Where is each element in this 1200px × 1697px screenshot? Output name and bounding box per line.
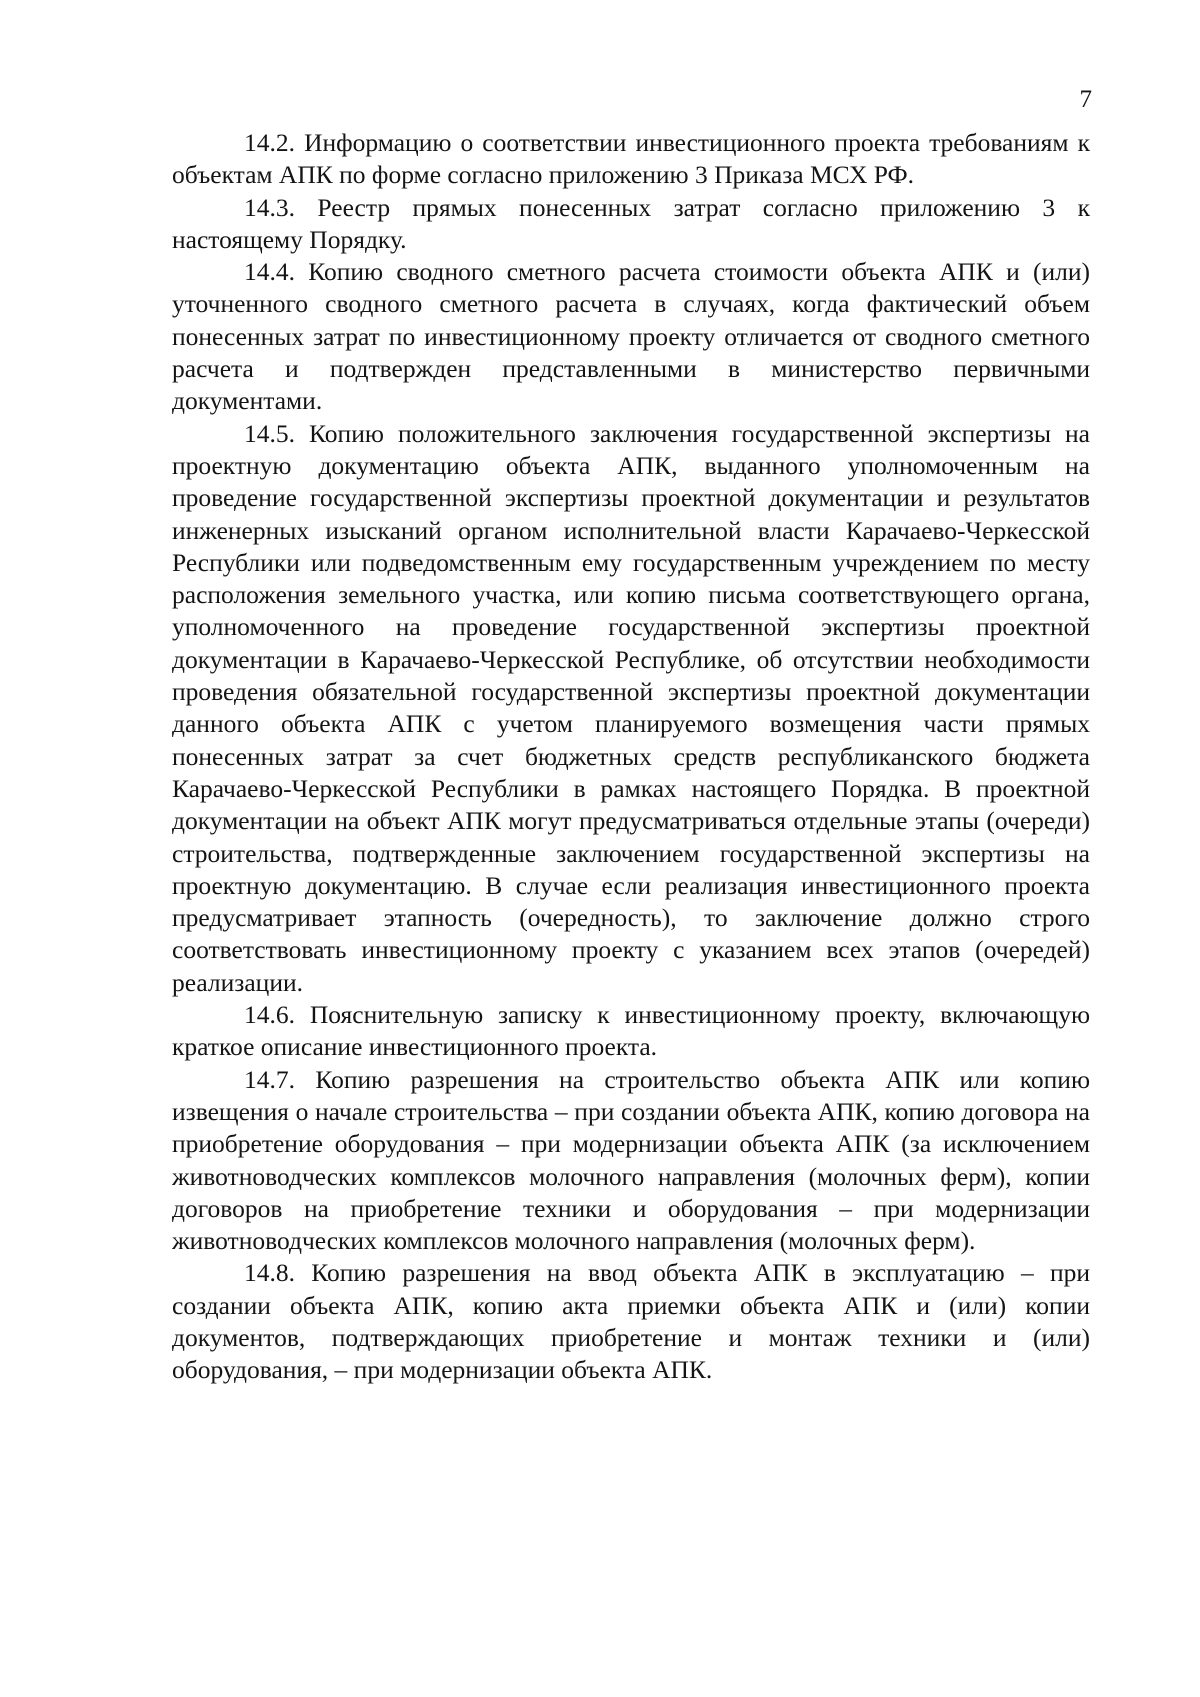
paragraph-14-6: 14.6. Пояснительную записку к инвестиционному проекту, включающую краткое описание инвестиционного проекта.: [172, 1000, 1090, 1062]
paragraph-14-3: 14.3. Реестр прямых понесенных затрат согласно приложению 3 к настоящему Порядку.: [172, 192, 1090, 254]
paragraph-14-7: 14.7. Копию разрешения на строительство объекта АПК или копию извещения о начале строительства – при создании объекта АПК, копию договора на приобретение оборудования – при модернизации объекта АПК (за исключением животноводческих комплексов молочного направления (молочных ферм), копии договоров на приобретение техники и оборудования – при модернизации животноводческих комплексов молочного направления (молочных ферм).: [172, 1064, 1090, 1256]
page-number: 7: [1079, 86, 1092, 113]
paragraph-14-4: 14.4. Копию сводного сметного расчета стоимости объекта АПК и (или) уточненного сводного сметного расчета в случаях, когда фактический объем понесенных затрат по инвестиционному проекту отличается от сводного сметного расчета и подтвержден представленными в министерство первичными документами.: [172, 257, 1090, 416]
document-body: [172, 127, 1090, 1387]
paragraph-14-5: 14.5. Копию положительного заключения государственной экспертизы на проектную документацию объекта АПК, выданного уполномоченным на проведение государственной экспертизы проектной документации и результатов инженерных изысканий органом исполнительной власти Карачаево-Черкесской Республики или подведомственным ему государственным учреждением по месту расположения земельного участка, или копию письма соответствующего органа, уполномоченного на проведение государственной экспертизы проектной документации в Карачаево-Черкесской Республике, об отсутствии необходимости проведения обязательной государственной экспертизы проектной документации данного объекта АПК с учетом планируемого возмещения части прямых понесенных затрат за счет бюджетных средств республиканского бюджета Карачаево-Черкесской Республики в рамках настоящего Порядка. В проектной документации на объект АПК могут предусматриваться отдельные этапы (очереди) строительства, подтвержденные заключением государственной экспертизы на проектную документацию. В случае если реализация инвестиционного проекта предусматривает этапность (очередность), то заключение должно строго соответствовать инвестиционному проекту с указанием всех этапов (очередей) реализации.: [172, 418, 1090, 997]
paragraph-14-2: 14.2. Информацию о соответствии инвестиционного проекта требованиям к объектам АПК по форме согласно приложению 3 Приказа МСХ РФ.: [172, 128, 1090, 190]
paragraph-14-8: 14.8. Копию разрешения на ввод объекта АПК в эксплуатацию – при создании объекта АПК, копию акта приемки объекта АПК и (или) копии документов, подтверждающих приобретение и монтаж техники и (или) оборудования, – при модернизации объекта АПК.: [172, 1258, 1090, 1385]
